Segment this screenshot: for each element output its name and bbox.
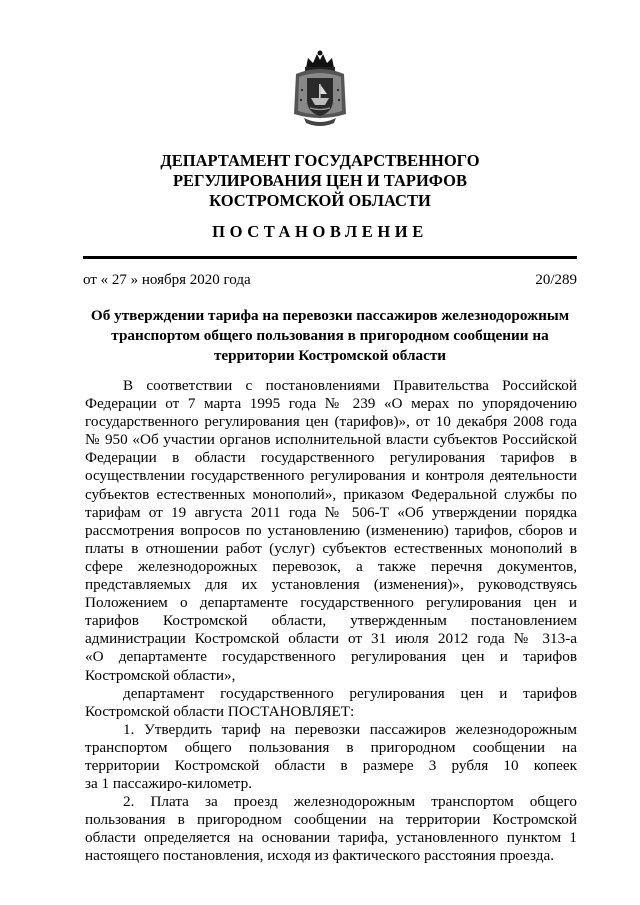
body-line: В соответствии с постановлениями Правительства Российской [123, 377, 577, 394]
document-number: 20/289 [535, 272, 577, 288]
body-line: Положением о департаменте государственного регулирования цен и [85, 594, 577, 612]
item-1-line: за 1 пассажиро-километр. [85, 775, 253, 793]
body-line: № 950 «Об участии органов исполнительной власти субъектов Российской [85, 431, 577, 449]
body-line: администрации Костромской области от 31 июля 2012 года № 313-а [85, 630, 577, 648]
body-line: Федерации от 7 марта 1995 года № 239 «О мерах по упорядочению [85, 395, 577, 413]
department-line: ДЕПАРТАМЕНТ ГОСУДАРСТВЕННОГО [160, 151, 480, 170]
title-line: транспортом общего пользования в пригородном сообщении на [111, 327, 549, 344]
item-1-line: 1. Утвердить тариф на перевозки пассажиров железнодорожным [123, 720, 577, 738]
body-line: рассмотрения вопросов по установлению (изменению) тарифов, сборов и [85, 521, 577, 539]
body-line: тарифам от 19 августа 2011 года № 506-Т «Об утверждении порядка [85, 503, 577, 521]
body-line: субъектов естественных монополий», приказом Федеральной службы по [85, 485, 577, 503]
body-line: Костромской области», [85, 666, 236, 684]
body-line: Костромской области ПОСТАНОВЛЯЕТ: [85, 702, 355, 720]
body-line: департамент государственного регулирования цен и тарифов [123, 684, 577, 702]
document-type: ПОСТАНОВЛЕНИЕ [212, 222, 428, 241]
title-line: Об утверждении тарифа на перевозки пассажиров железнодорожным [90, 307, 570, 324]
item-1-line: территории Костромской области в размере 3 рубля 10 копеек [85, 756, 577, 774]
body-line: осуществлении государственного регулирования и контроля деятельности [85, 467, 577, 485]
document-title [83, 306, 577, 366]
body-line: платы в отношении работ (услуг) субъектов естественных монополий в [85, 539, 577, 557]
body-line: «О департаменте государственного регулирования цен и тарифов [85, 648, 577, 666]
item-2-line: 2. Плата за проезд железнодорожным транспортом общего [123, 793, 577, 811]
body-line: Федерации в области государственного регулирования тарифов в [85, 449, 577, 467]
department-line: КОСТРОМСКОЙ ОБЛАСТИ [209, 191, 431, 210]
item-2-line: пользования в пригородном сообщении на территории Костромской [85, 811, 577, 829]
date-number-row [83, 271, 577, 289]
body-line: представляемых для их установления (изменения)», руководствуясь [85, 576, 577, 594]
header-divider [83, 256, 577, 259]
document-date: от « 27 » ноября 2020 года [83, 272, 251, 288]
item-2-line: области определяется на основании тарифа, установленного пунктом 1 [85, 829, 577, 847]
department-line: РЕГУЛИРОВАНИЯ ЦЕН И ТАРИФОВ [172, 171, 468, 190]
item-2-line: настоящего постановления, исходя из фактического расстояния проезда. [85, 847, 555, 865]
title-line: территории Костромской области [213, 347, 447, 364]
document-body [85, 377, 577, 866]
item-1-line: транспортом общего пользования в пригородном сообщении на [85, 738, 577, 756]
body-line: сфере железнодорожных перевозок, а также перечня документов, [85, 557, 577, 575]
kostroma-coat-of-arms-icon [290, 50, 350, 128]
body-line: государственного регулирования цен (тарифов)», от 10 декабря 2008 года [85, 413, 577, 431]
body-line: тарифов Костромской области, утвержденным постановлением [85, 612, 577, 630]
department-name [0, 151, 640, 211]
